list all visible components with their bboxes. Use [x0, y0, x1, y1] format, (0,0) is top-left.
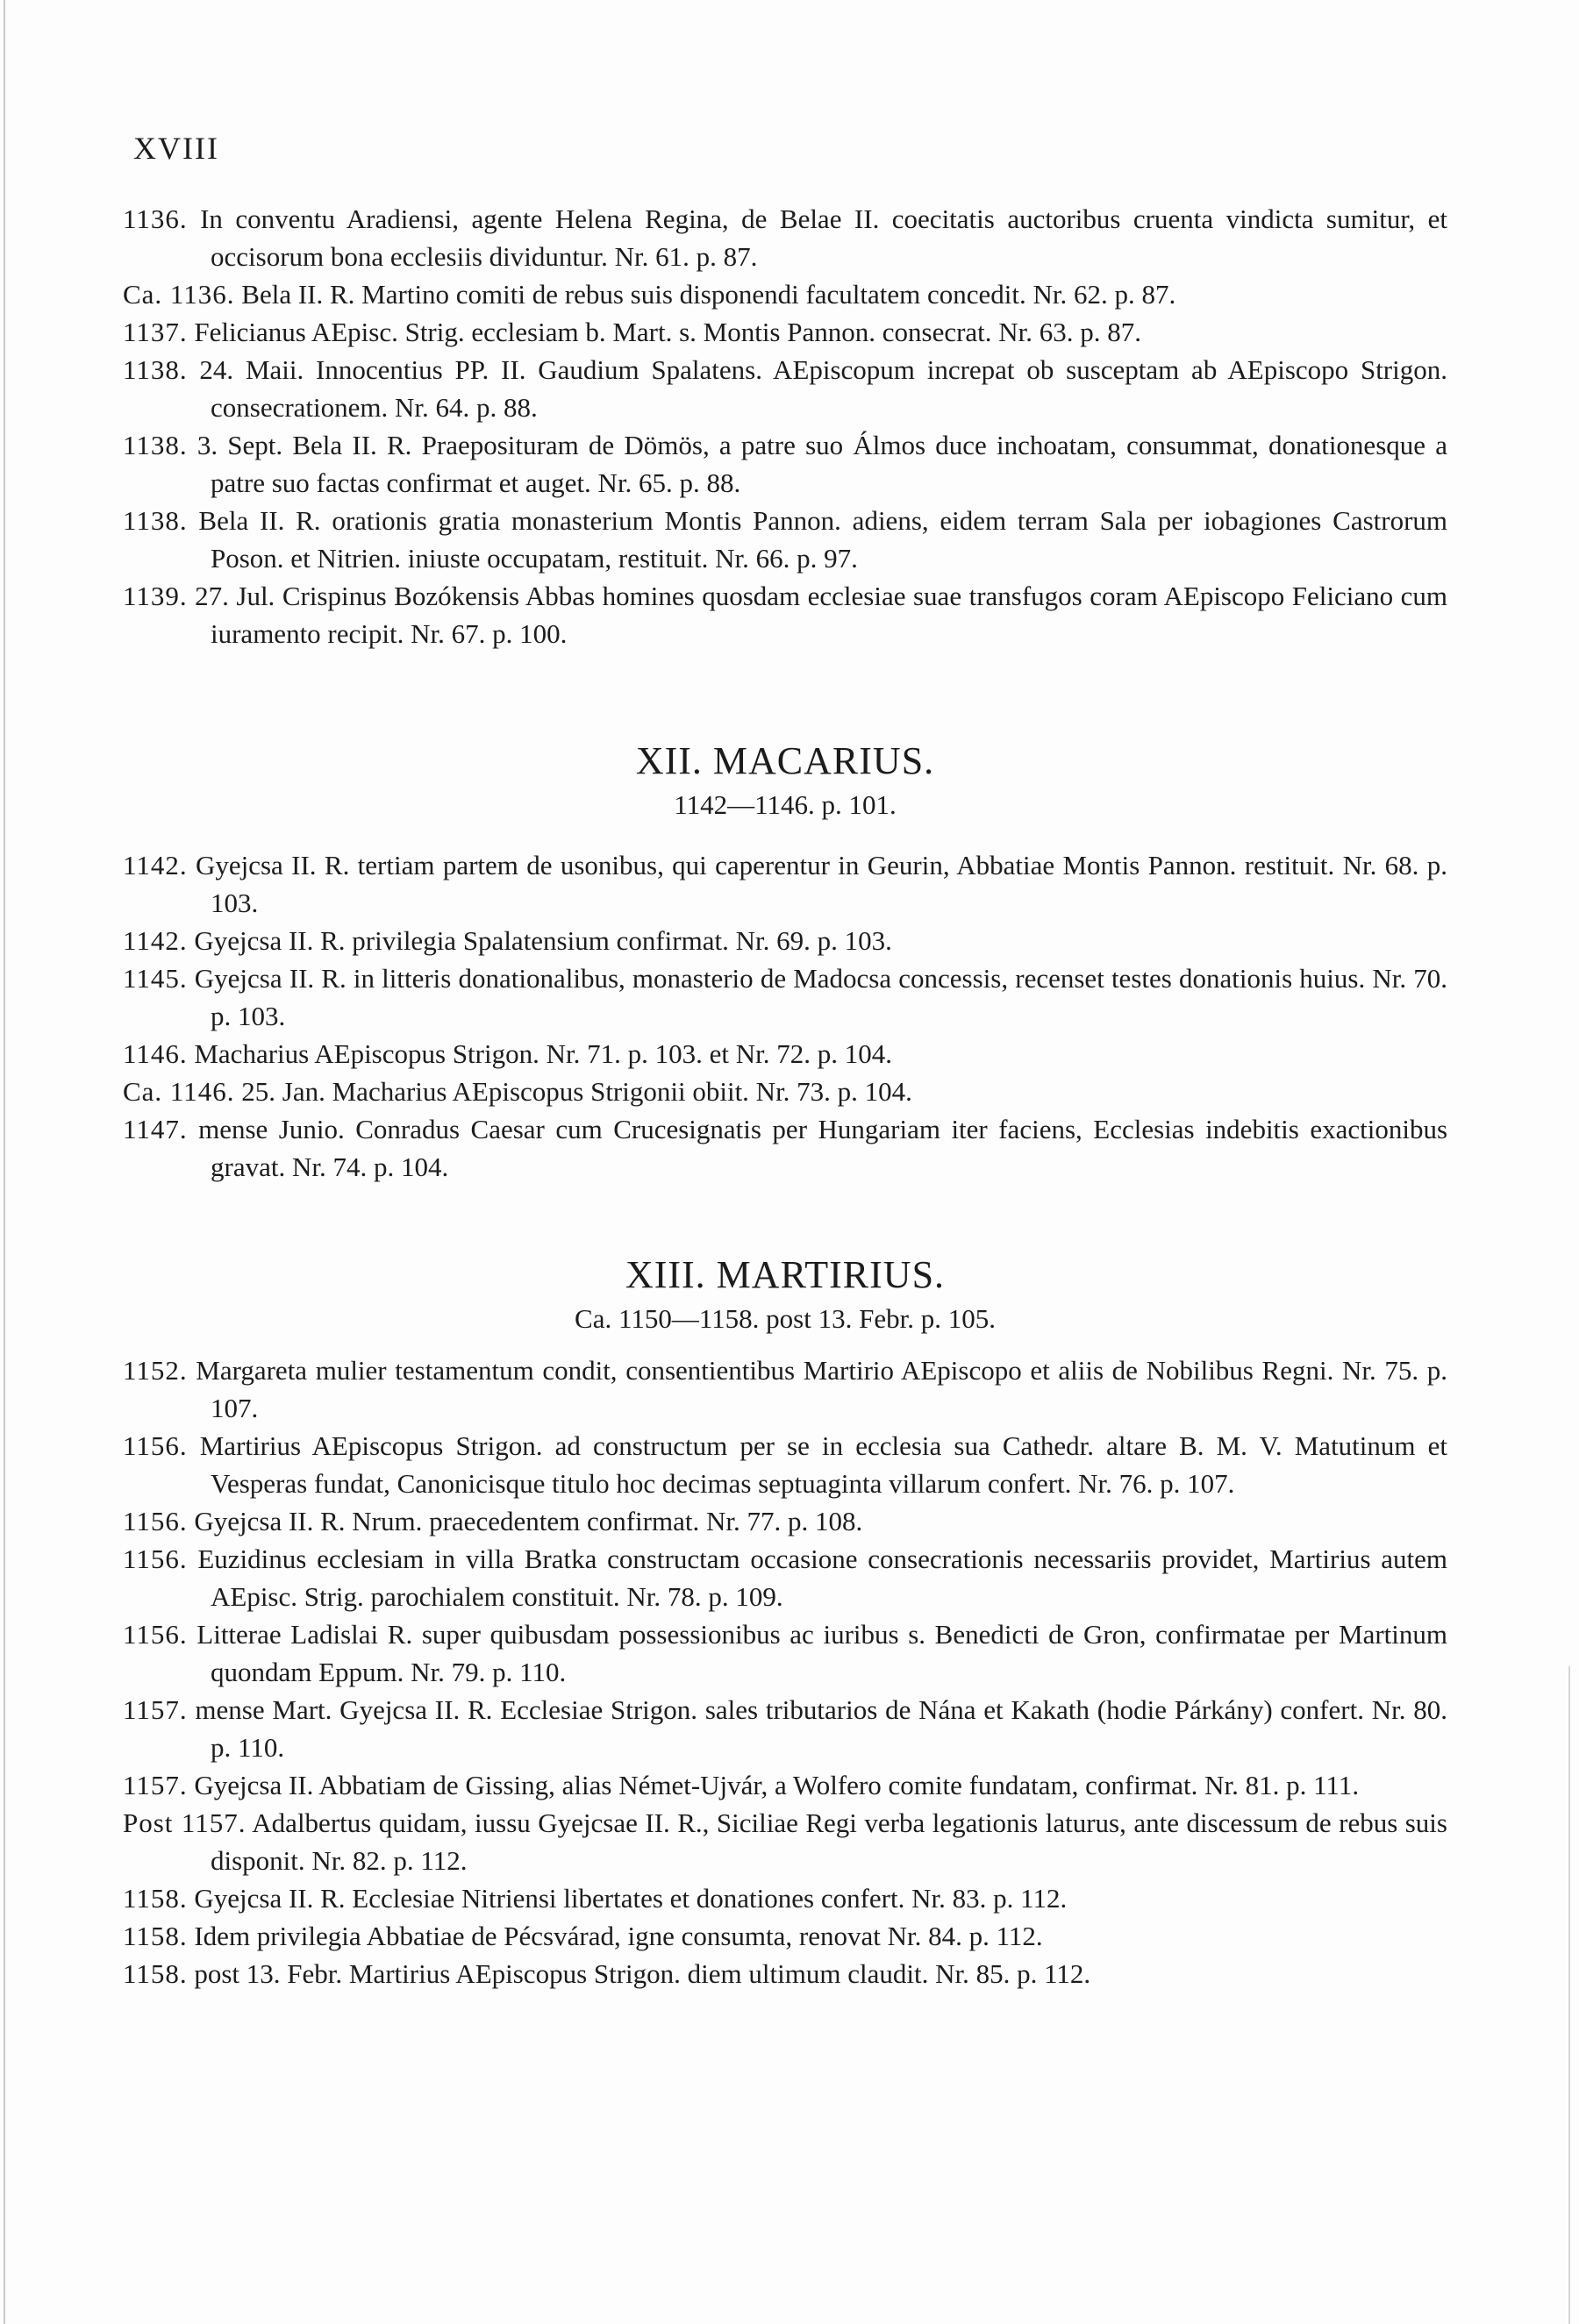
section-title: XII. MACARIUS. — [635, 739, 935, 782]
list-item: Post 1157. Adalbertus quidam, iussu Gyejcsae II. R., Siciliae Regi verba legationis laturus, ante discessum de rebus suis disponit. Nr. 82. p. 112. — [123, 1807, 1447, 1876]
intro-entries — [123, 200, 1447, 652]
list-item: Ca. 1146. 25. Jan. Macharius AEpiscopus Strigonii obiit. Nr. 73. p. 104. — [123, 1076, 912, 1107]
list-item: 1156. Gyejcsa II. R. Nrum. praecedentem confirmat. Nr. 77. p. 108. — [123, 1506, 863, 1536]
list-item: 1156. Martirius AEpiscopus Strigon. ad constructum per se in ecclesia sua Cathedr. altare B. M. V. Matutinum et Vesperas fundat, Canonicisque titulo hoc decimas septuaginta villarum confert. Nr. 76. p. 107. — [123, 1430, 1448, 1499]
list-item: 1156. Euzidinus ecclesiam in villa Bratka constructam occasione consecrationis necessariis providet, Martirius autem AEpisc. Strig. parochialem constituit. Nr. 78. p. 109. — [123, 1543, 1448, 1612]
list-item: 1138. 3. Sept. Bela II. R. Praeposituram de Dömös, a patre suo Álmos duce inchoatam, consummat, donationesque a patre suo factas confirmat et auget. Nr. 65. p. 88. — [123, 430, 1447, 498]
list-item: 1138. Bela II. R. orationis gratia monasterium Montis Pannon. adiens, eidem terram Sala per iobagiones Castrorum Poson. et Nitrien. iniuste occupatam, restituit. Nr. 66. p. 97. — [123, 505, 1448, 574]
list-item: 1147. mense Junio. Conradus Caesar cum Crucesignatis per Hungariam iter faciens, Ecclesias indebitis exactionibus gravat. Nr. 74. p. 104. — [123, 1114, 1448, 1182]
list-item: 1158. post 13. Febr. Martirius AEpiscopus Strigon. diem ultimum claudit. Nr. 85. p. 112. — [123, 1958, 1091, 1989]
section-subtitle: 1142—1146. p. 101. — [674, 789, 897, 820]
list-item: 1156. Litterae Ladislai R. super quibusdam possessionibus ac iuribus s. Benedicti de Gron, confirmatae per Martinum quondam Eppum. Nr. 79. p. 110. — [123, 1619, 1447, 1687]
list-item: 1142. Gyejcsa II. R. tertiam partem de usonibus, qui caperentur in Geurin, Abbatiae Montis Pannon. restituit. Nr. 68. p. 103. — [123, 850, 1448, 918]
list-item: Ca. 1136. Bela II. R. Martino comiti de rebus suis disponendi facultatem concedit. Nr. 62. p. 87. — [123, 279, 1176, 310]
list-item: 1145. Gyejcsa II. R. in litteris donationalibus, monasterio de Madocsa concessis, recenset testes donationis huius. Nr. 70. p. 103. — [123, 963, 1448, 1031]
page-number: XVIII — [133, 131, 219, 166]
list-item: 1158. Idem privilegia Abbatiae de Pécsvárad, igne consumta, renovat Nr. 84. p. 112. — [123, 1921, 1043, 1951]
section-xiii-entries — [123, 1351, 1447, 1993]
list-item: 1157. Gyejcsa II. Abbatiam de Gissing, alias Német-Ujvár, a Wolfero comite fundatam, confirmat. Nr. 81. p. 111. — [123, 1770, 1360, 1800]
list-item: 1142. Gyejcsa II. R. privilegia Spalatensium confirmat. Nr. 69. p. 103. — [123, 925, 892, 956]
section-subtitle: Ca. 1150—1158. post 13. Febr. p. 105. — [575, 1303, 996, 1334]
list-item: 1152. Margareta mulier testamentum condit, consentientibus Martirio AEpiscopo et aliis de Nobilibus Regni. Nr. 75. p. 107. — [123, 1355, 1447, 1423]
scan-edge-left — [4, 0, 5, 2324]
section-xiii-heading — [123, 1252, 1447, 1337]
list-item: 1137. Felicianus AEpisc. Strig. ecclesiam b. Mart. s. Montis Pannon. consecrat. Nr. 63. p. 87. — [123, 317, 1142, 347]
list-item: 1146. Macharius AEpiscopus Strigon. Nr. 71. p. 103. et Nr. 72. p. 104. — [123, 1038, 892, 1069]
section-title: XIII. MARTIRIUS. — [625, 1253, 946, 1296]
list-item: 1136. In conventu Aradiensi, agente Helena Regina, de Belae II. coecitatis auctoribus cruenta vindicta sumitur, et occisorum bona ecclesiis dividuntur. Nr. 61. p. 87. — [123, 203, 1448, 272]
list-item: 1138. 24. Maii. Innocentius PP. II. Gaudium Spalatens. AEpiscopum increpat ob susceptam ab AEpiscopo Strigon. consecrationem. Nr. 64. p. 88. — [123, 354, 1447, 423]
list-item: 1139. 27. Jul. Crispinus Bozókensis Abbas homines quosdam ecclesiae suae transfugos coram AEpiscopo Feliciano cum iuramento recipit. Nr. 67. p. 100. — [123, 581, 1447, 649]
section-xii-heading — [123, 738, 1447, 823]
scan-edge-right — [1568, 1666, 1570, 2324]
list-item: 1158. Gyejcsa II. R. Ecclesiae Nitriensi libertates et donationes confert. Nr. 83. p. 112. — [123, 1883, 1068, 1914]
list-item: 1157. mense Mart. Gyejcsa II. R. Ecclesiae Strigon. sales tributarios de Nána et Kakath (hodie Párkány) confert. Nr. 80. p. 110. — [123, 1694, 1448, 1763]
section-xii-entries — [123, 846, 1447, 1186]
